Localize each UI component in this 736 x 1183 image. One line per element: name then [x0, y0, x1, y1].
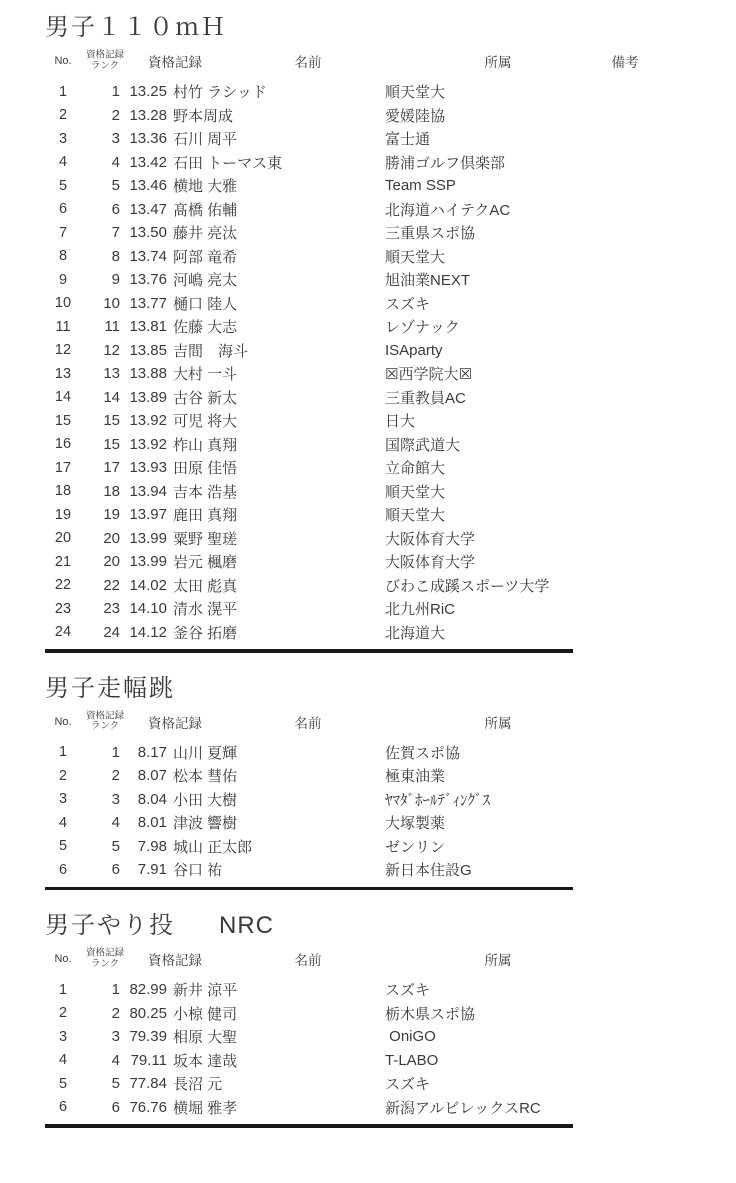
- cell-rank: 3: [111, 130, 120, 148]
- cell-affiliation: 北海道大: [385, 624, 446, 642]
- cell-name: 釜谷 拓磨: [173, 624, 238, 642]
- cell-no: 22: [54, 577, 72, 594]
- event-title-text: 男子やり投: [45, 912, 175, 939]
- cell-no: 18: [54, 483, 72, 500]
- cell-no: 1: [58, 83, 68, 100]
- event-section: [45, 675, 736, 891]
- cell-affiliation: 極東油業: [385, 768, 446, 786]
- cell-no: 15: [54, 412, 72, 429]
- cell-rank: 23: [103, 600, 120, 618]
- cell-name: 粟野 聖瑳: [173, 530, 238, 548]
- cell-rank: 18: [103, 482, 120, 500]
- table-row: [45, 480, 736, 504]
- cell-name: 津波 響樹: [173, 815, 238, 833]
- cell-record: 14.10: [129, 600, 167, 618]
- cell-name: 城山 正太郎: [173, 838, 253, 856]
- table-row: [45, 292, 736, 316]
- table-bottom-rule: [45, 887, 573, 891]
- cell-no: 14: [54, 389, 72, 406]
- table-row: [45, 456, 736, 480]
- cell-no: 6: [58, 201, 68, 218]
- cell-record: 82.99: [129, 981, 167, 999]
- cell-rank: 4: [111, 1051, 120, 1069]
- cell-no: 1: [58, 744, 68, 761]
- cell-no: 8: [58, 248, 68, 265]
- cell-record: 13.76: [129, 271, 167, 289]
- table-row: [45, 1072, 736, 1096]
- cell-affiliation: T-LABO: [385, 1051, 439, 1069]
- table-row: [45, 978, 736, 1002]
- cell-name: 可児 将大: [173, 413, 238, 431]
- cell-rank: 9: [111, 271, 120, 289]
- col-header-no: No.: [54, 55, 72, 67]
- table-bottom-rule: [45, 649, 573, 653]
- cell-no: 10: [54, 295, 72, 312]
- cell-affiliation: 勝浦ゴルフ倶楽部: [385, 154, 506, 172]
- cell-no: 3: [58, 791, 68, 808]
- col-header-rank-line2: ランク: [90, 720, 120, 732]
- cell-no: 6: [58, 861, 68, 878]
- cell-name: 鹿田 真翔: [173, 507, 238, 525]
- cell-no: 3: [58, 130, 68, 147]
- col-header-record: 資格記録: [148, 55, 202, 70]
- cell-no: 2: [58, 1005, 68, 1022]
- cell-affiliation: ﾔﾏﾀﾞﾎｰﾙﾃﾞｨﾝｸﾞｽ: [385, 791, 491, 809]
- event-title-text: 男子走幅跳: [45, 674, 175, 702]
- table-row: [45, 127, 736, 151]
- col-header-rank-line2: ランク: [90, 958, 120, 969]
- cell-name: 吉間 海斗: [173, 342, 249, 360]
- table-row: [45, 268, 736, 292]
- cell-affiliation: 三重教員AC: [385, 389, 466, 407]
- cell-no: 4: [58, 1052, 68, 1069]
- cell-name: 樋口 陸人: [173, 295, 238, 313]
- cell-affiliation: 大阪体育大学: [385, 530, 476, 548]
- cell-name: 相原 大聖: [173, 1029, 238, 1047]
- cell-no: 4: [58, 154, 68, 171]
- cell-name: 岩元 楓磨: [173, 554, 238, 572]
- cell-name: 佐藤 大志: [173, 319, 238, 337]
- cell-affiliation: 旭油業NEXT: [385, 272, 471, 290]
- col-header-no: No.: [54, 715, 72, 728]
- table-row: [45, 198, 736, 222]
- cell-no: 23: [54, 600, 72, 617]
- col-header-rank: [86, 711, 124, 732]
- cell-record: 79.11: [130, 1051, 167, 1069]
- table-row: [45, 409, 736, 433]
- cell-affiliation: 日大: [385, 413, 416, 431]
- cell-record: 13.28: [129, 106, 167, 124]
- cell-no: 20: [54, 530, 72, 547]
- cell-rank: 1: [111, 743, 120, 761]
- cell-affiliation: ☒西学院大☒: [385, 366, 472, 384]
- cell-no: 19: [54, 506, 72, 523]
- cell-affiliation: 北九州RiC: [385, 601, 455, 619]
- cell-name: 横地 大雅: [173, 178, 238, 196]
- cell-no: 7: [58, 224, 68, 241]
- cell-rank: 14: [103, 388, 120, 406]
- cell-rank: 24: [103, 623, 120, 641]
- cell-name: 髙橋 佑輔: [173, 201, 238, 219]
- cell-record: 80.25: [129, 1004, 167, 1022]
- cell-name: 山川 夏輝: [173, 744, 238, 762]
- col-header-remarks: 備考: [611, 55, 639, 70]
- cell-name: 長沼 元: [173, 1076, 223, 1094]
- cell-affiliation: スズキ: [385, 982, 431, 1000]
- cell-affiliation: 富士通: [385, 131, 431, 149]
- cell-name: 谷口 祐: [173, 862, 223, 880]
- cell-no: 6: [58, 1099, 68, 1116]
- table-row: [45, 835, 736, 859]
- table-row: [45, 741, 736, 765]
- cell-affiliation: びわこ成蹊スポーツ大学: [385, 577, 550, 595]
- cell-affiliation: スズキ: [385, 295, 431, 313]
- cell-record: 13.74: [129, 247, 167, 265]
- cell-record: 8.07: [137, 767, 167, 785]
- event-title-text: 男子１１０ｍＨ: [45, 14, 227, 41]
- cell-no: 17: [54, 459, 72, 476]
- table-body: [45, 741, 736, 882]
- cell-record: 13.46: [129, 177, 167, 195]
- cell-rank: 2: [111, 106, 120, 124]
- cell-name: 小椋 健司: [173, 1005, 238, 1023]
- cell-no: 21: [54, 553, 72, 570]
- cell-affiliation: 新日本住設G: [385, 862, 472, 880]
- col-header-rank-line1: 資格記録: [85, 49, 125, 61]
- cell-rank: 5: [111, 177, 120, 195]
- table-row: [45, 386, 736, 410]
- cell-record: 13.92: [129, 412, 167, 430]
- cell-name: 大村 一斗: [173, 366, 238, 384]
- cell-record: 79.39: [129, 1028, 167, 1046]
- col-header-name: 名前: [294, 55, 322, 70]
- cell-rank: 8: [111, 247, 120, 265]
- cell-rank: 11: [104, 318, 120, 336]
- cell-rank: 10: [103, 294, 120, 312]
- table-row: [45, 1049, 736, 1073]
- cell-no: 9: [58, 271, 68, 288]
- table-row: [45, 503, 736, 527]
- cell-record: 13.93: [129, 459, 167, 477]
- col-header-affiliation: 所属: [484, 953, 512, 968]
- table-row: [45, 574, 736, 598]
- cell-no: 13: [54, 365, 72, 382]
- table-header-row: [45, 940, 736, 978]
- cell-name: 小田 大樹: [173, 791, 238, 809]
- cell-name: 村竹 ラシッド: [173, 84, 267, 102]
- cell-affiliation: 佐賀スポ協: [385, 744, 461, 762]
- cell-rank: 6: [111, 200, 120, 218]
- event-section: [45, 912, 736, 1128]
- table-row: [45, 362, 736, 386]
- cell-record: 13.50: [129, 224, 167, 242]
- cell-record: 14.12: [129, 623, 167, 641]
- cell-rank: 2: [111, 767, 120, 785]
- cell-record: 13.77: [129, 294, 167, 312]
- col-header-affiliation: 所属: [484, 55, 512, 70]
- table-row: [45, 621, 736, 645]
- col-header-rank-line1: 資格記録: [85, 947, 125, 959]
- cell-name: 古谷 新太: [173, 389, 238, 407]
- table-row: [45, 811, 736, 835]
- cell-affiliation: 大阪体育大学: [385, 554, 476, 572]
- cell-no: 16: [54, 436, 72, 453]
- cell-no: 5: [58, 838, 68, 855]
- cell-rank: 22: [103, 576, 120, 594]
- cell-affiliation: 順天堂大: [385, 84, 446, 102]
- cell-rank: 4: [111, 814, 120, 832]
- cell-rank: 13: [103, 365, 120, 383]
- cell-name: 横堀 雅孝: [173, 1099, 238, 1117]
- cell-record: 13.94: [129, 482, 167, 500]
- event-title-suffix: NRC: [219, 912, 274, 939]
- cell-rank: 15: [103, 435, 120, 453]
- table-row: [45, 174, 736, 198]
- cell-name: 坂本 達哉: [173, 1052, 238, 1070]
- cell-rank: 20: [103, 553, 120, 571]
- cell-affiliation: 立命館大: [385, 460, 446, 478]
- cell-rank: 7: [111, 224, 120, 242]
- cell-record: 77.84: [129, 1075, 167, 1093]
- col-header-record: 資格記録: [148, 715, 202, 731]
- table-row: [45, 221, 736, 245]
- cell-record: 13.42: [129, 153, 167, 171]
- cell-rank: 19: [103, 506, 120, 524]
- event-sections: [45, 14, 736, 1128]
- cell-name: 松本 彗佑: [173, 768, 238, 786]
- cell-record: 13.36: [129, 130, 167, 148]
- event-title: [45, 14, 736, 42]
- cell-affiliation: ISAparty: [385, 341, 443, 359]
- cell-affiliation: OniGO: [385, 1028, 436, 1046]
- cell-affiliation: 大塚製薬: [385, 815, 446, 833]
- cell-record: 13.97: [129, 506, 167, 524]
- cell-name: 藤井 亮汰: [173, 225, 238, 243]
- cell-name: 河嶋 亮太: [173, 272, 238, 290]
- event-title: [45, 912, 736, 940]
- cell-rank: 12: [103, 341, 120, 359]
- cell-record: 7.98: [137, 837, 167, 855]
- cell-affiliation: Team SSP: [385, 177, 456, 195]
- cell-name: 阿部 竜希: [173, 248, 238, 266]
- cell-record: 76.76: [129, 1098, 167, 1116]
- cell-affiliation: 順天堂大: [385, 248, 446, 266]
- cell-rank: 3: [111, 1028, 120, 1046]
- event-section: [45, 14, 736, 653]
- cell-record: 13.47: [129, 200, 167, 218]
- cell-record: 8.04: [137, 790, 167, 808]
- cell-record: 13.25: [129, 83, 167, 101]
- cell-record: 14.02: [129, 576, 167, 594]
- cell-name: 石川 周平: [173, 131, 238, 149]
- cell-affiliation: ゼンリン: [385, 838, 446, 856]
- cell-affiliation: 順天堂大: [385, 507, 446, 525]
- col-header-rank: [86, 949, 124, 970]
- cell-no: 4: [58, 814, 68, 831]
- table-row: [45, 315, 736, 339]
- table-body: [45, 80, 736, 644]
- table-row: [45, 550, 736, 574]
- cell-affiliation: 順天堂大: [385, 483, 446, 501]
- table-header-row: [45, 703, 736, 741]
- cell-no: 2: [58, 107, 68, 124]
- table-row: [45, 788, 736, 812]
- cell-rank: 3: [111, 790, 120, 808]
- col-header-rank-line2: ランク: [90, 60, 120, 71]
- cell-rank: 6: [111, 861, 120, 879]
- cell-name: 石田 トーマス東: [173, 154, 283, 172]
- table-row: [45, 597, 736, 621]
- cell-name: 野本周成: [173, 107, 234, 125]
- cell-name: 新井 涼平: [173, 982, 238, 1000]
- cell-rank: 2: [111, 1004, 120, 1022]
- cell-name: 太田 彪真: [173, 577, 238, 595]
- cell-record: 13.81: [129, 318, 167, 336]
- col-header-name: 名前: [294, 953, 322, 968]
- cell-record: 7.91: [137, 861, 167, 879]
- cell-record: 8.17: [137, 743, 167, 761]
- cell-no: 1: [58, 981, 68, 998]
- col-header-name: 名前: [294, 715, 322, 731]
- table-row: [45, 764, 736, 788]
- cell-record: 13.99: [129, 529, 167, 547]
- cell-rank: 15: [103, 412, 120, 430]
- col-header-record: 資格記録: [148, 953, 202, 968]
- table-row: [45, 1096, 736, 1120]
- cell-record: 13.92: [129, 435, 167, 453]
- cell-rank: 1: [111, 981, 120, 999]
- col-header-no: No.: [54, 953, 72, 965]
- table-bottom-rule: [45, 1124, 573, 1128]
- table-row: [45, 151, 736, 175]
- table-body: [45, 978, 736, 1119]
- table-row: [45, 245, 736, 269]
- cell-name: 田原 佳悟: [173, 460, 238, 478]
- cell-affiliation: スズキ: [385, 1076, 431, 1094]
- table-row: [45, 1002, 736, 1026]
- cell-rank: 4: [111, 153, 120, 171]
- cell-record: 13.88: [129, 365, 167, 383]
- cell-no: 11: [55, 318, 71, 335]
- table-row: [45, 527, 736, 551]
- cell-rank: 20: [103, 529, 120, 547]
- table-row: [45, 339, 736, 363]
- cell-name: 柞山 真翔: [173, 436, 238, 454]
- cell-no: 24: [54, 624, 72, 641]
- table-row: [45, 858, 736, 882]
- cell-affiliation: 栃木県スポ協: [385, 1005, 476, 1023]
- event-title: [45, 675, 736, 703]
- table-row: [45, 104, 736, 128]
- cell-name: 清水 滉平: [173, 601, 238, 619]
- col-header-rank-line1: 資格記録: [85, 710, 125, 721]
- table-header-row: [45, 42, 736, 80]
- cell-record: 8.01: [137, 814, 167, 832]
- cell-affiliation: 国際武道大: [385, 436, 461, 454]
- col-header-affiliation: 所属: [484, 715, 512, 731]
- table-row: [45, 80, 736, 104]
- cell-affiliation: レゾナック: [385, 319, 460, 337]
- cell-affiliation: 新潟アルビレックスRC: [385, 1099, 541, 1117]
- cell-rank: 5: [111, 837, 120, 855]
- cell-rank: 5: [111, 1075, 120, 1093]
- cell-no: 5: [58, 1075, 68, 1092]
- cell-record: 13.85: [129, 341, 167, 359]
- cell-record: 13.99: [129, 553, 167, 571]
- cell-rank: 17: [103, 459, 120, 477]
- table-row: [45, 433, 736, 457]
- cell-name: 吉本 浩基: [173, 483, 238, 501]
- cell-no: 12: [54, 342, 72, 359]
- cell-record: 13.89: [129, 388, 167, 406]
- cell-affiliation: 三重県スポ協: [385, 225, 476, 243]
- cell-no: 3: [58, 1028, 68, 1045]
- cell-affiliation: 愛媛陸協: [385, 107, 446, 125]
- cell-affiliation: 北海道ハイテクAC: [385, 201, 511, 219]
- cell-rank: 1: [111, 83, 120, 101]
- col-header-rank: [86, 51, 124, 72]
- cell-no: 2: [58, 767, 68, 784]
- table-row: [45, 1025, 736, 1049]
- cell-rank: 6: [111, 1098, 120, 1116]
- cell-no: 5: [58, 177, 68, 194]
